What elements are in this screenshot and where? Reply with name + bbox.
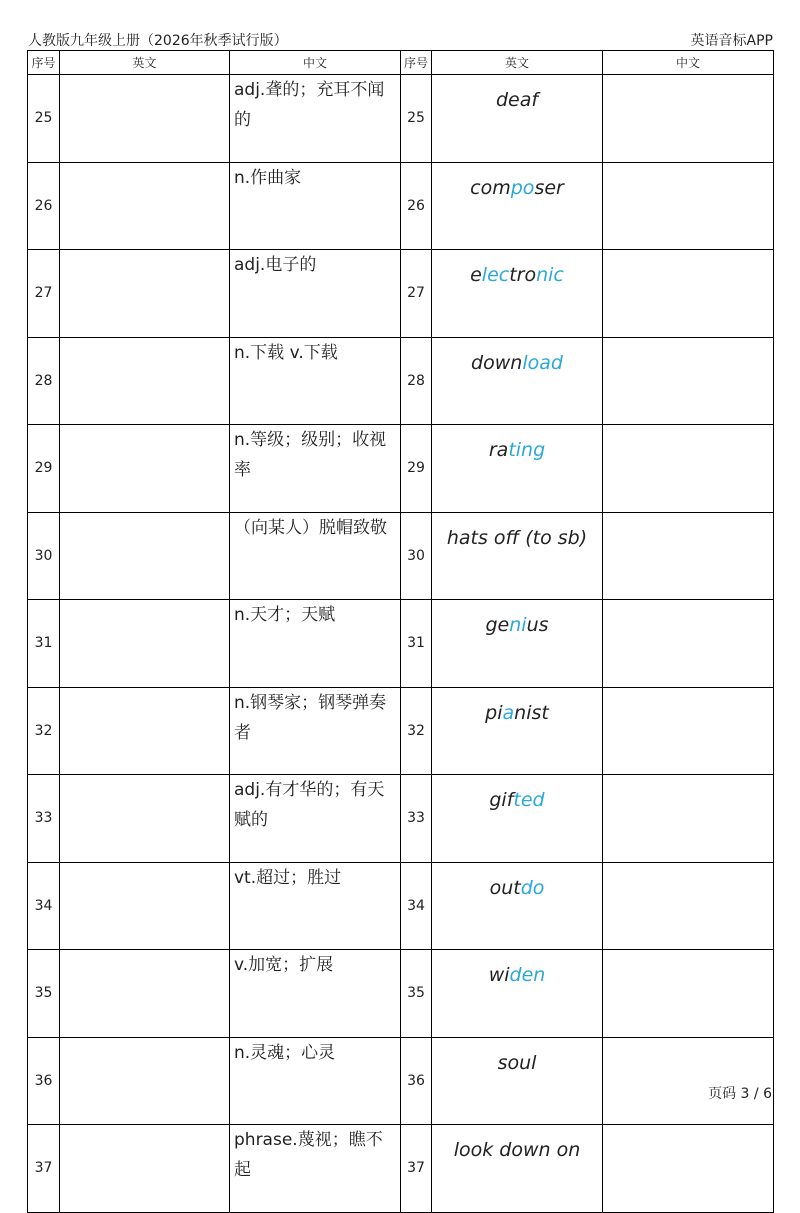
english-blank-cell (60, 950, 230, 1038)
col-header-index: 序号 (28, 51, 60, 75)
syllable-highlighted: ting (508, 439, 546, 461)
row-index-left: 30 (28, 512, 60, 600)
english-word (432, 250, 603, 338)
row-index-right: 27 (401, 250, 432, 338)
syllable: tro (509, 264, 537, 286)
row-index-right: 37 (401, 1125, 432, 1213)
english-blank-cell (60, 425, 230, 513)
english-blank-cell (60, 862, 230, 950)
app-name: 英语音标APP (690, 33, 773, 49)
table-row (28, 75, 774, 163)
table-row (28, 337, 774, 425)
table-row (28, 162, 774, 250)
row-index-right: 35 (401, 950, 432, 1038)
chinese-meaning: adj.电子的 (230, 250, 401, 338)
syllable: us (526, 614, 549, 636)
english-word (432, 687, 603, 775)
table-row (28, 425, 774, 513)
english-blank-cell (60, 75, 230, 163)
syllable-highlighted: po (510, 176, 535, 199)
english-word (432, 862, 603, 950)
english-word (432, 337, 603, 425)
table-row (28, 600, 774, 688)
english-blank-cell (60, 250, 230, 338)
syllable: down (471, 351, 523, 374)
table-row (28, 1037, 774, 1125)
row-index-right: 33 (401, 775, 432, 863)
english-blank-cell (60, 1125, 230, 1213)
table-row (28, 775, 774, 863)
english-blank-cell (60, 1037, 230, 1125)
chinese-blank-cell (603, 950, 774, 1038)
syllable: ser (534, 176, 564, 199)
row-index-right: 26 (401, 162, 432, 250)
row-index-right: 25 (401, 75, 432, 163)
chinese-blank-cell (603, 600, 774, 688)
table-row (28, 1125, 774, 1213)
english-word (432, 950, 603, 1038)
row-index-left: 37 (28, 1125, 60, 1213)
syllable: look down on (453, 1139, 581, 1161)
syllable: ra (488, 439, 509, 461)
syllable-highlighted: load (522, 351, 563, 374)
english-blank-cell (60, 512, 230, 600)
col-header-index: 序号 (401, 51, 432, 75)
syllable: nist (514, 701, 549, 724)
table-row (28, 862, 774, 950)
row-index-left: 31 (28, 600, 60, 688)
row-index-right: 34 (401, 862, 432, 950)
chinese-blank-cell (603, 1037, 774, 1125)
document-title: 人教版九年级上册（2026年秋季试行版） (28, 33, 288, 49)
chinese-meaning: adj.有才华的；有天赋的 (230, 775, 401, 863)
syllable: soul (497, 1051, 537, 1074)
english-word (432, 512, 603, 600)
chinese-blank-cell (603, 425, 774, 513)
chinese-meaning: n.等级；级别；收视率 (230, 425, 401, 513)
chinese-meaning: （向某人）脱帽致敬 (230, 512, 401, 600)
chinese-meaning: n.下载 v.下载 (230, 337, 401, 425)
syllable-highlighted: do (520, 876, 545, 899)
syllable-highlighted: lec (481, 264, 510, 286)
col-header-english: 英文 (60, 51, 230, 75)
syllable: e (470, 264, 482, 286)
chinese-blank-cell (603, 162, 774, 250)
chinese-meaning: vt.超过；胜过 (230, 862, 401, 950)
chinese-meaning: v.加宽；扩展 (230, 950, 401, 1038)
row-index-right: 36 (401, 1037, 432, 1125)
row-index-left: 28 (28, 337, 60, 425)
english-blank-cell (60, 775, 230, 863)
table-row (28, 250, 774, 338)
row-index-left: 32 (28, 687, 60, 775)
syllable-highlighted: ni (509, 614, 527, 636)
col-header-chinese: 中文 (603, 51, 774, 75)
row-index-right: 30 (401, 512, 432, 600)
chinese-blank-cell (603, 337, 774, 425)
col-header-chinese: 中文 (230, 51, 401, 75)
syllable-highlighted: ted (513, 789, 545, 811)
chinese-blank-cell (603, 250, 774, 338)
vocabulary-table (27, 50, 774, 1213)
english-blank-cell (60, 687, 230, 775)
row-index-right: 28 (401, 337, 432, 425)
syllable: wi (488, 964, 510, 986)
syllable: deaf (495, 89, 539, 111)
syllable-highlighted: a (502, 701, 515, 724)
table-row (28, 950, 774, 1038)
chinese-blank-cell (603, 512, 774, 600)
row-index-left: 29 (28, 425, 60, 513)
english-blank-cell (60, 600, 230, 688)
chinese-meaning: adj.聋的；充耳不闻的 (230, 75, 401, 163)
english-word (432, 75, 603, 163)
syllable: gif (489, 789, 514, 811)
chinese-meaning: n.天才；天赋 (230, 600, 401, 688)
english-blank-cell (60, 162, 230, 250)
row-index-left: 27 (28, 250, 60, 338)
table-header-row (28, 51, 774, 75)
syllable: pi (485, 701, 503, 724)
row-index-left: 33 (28, 775, 60, 863)
syllable-highlighted: den (509, 964, 546, 986)
table-row (28, 512, 774, 600)
row-index-left: 36 (28, 1037, 60, 1125)
row-index-left: 26 (28, 162, 60, 250)
english-word (432, 425, 603, 513)
row-index-left: 25 (28, 75, 60, 163)
english-blank-cell (60, 337, 230, 425)
chinese-blank-cell (603, 1125, 774, 1213)
syllable-highlighted: nic (536, 264, 564, 286)
row-index-left: 34 (28, 862, 60, 950)
page-header (28, 30, 773, 50)
page-number: 页码 3 / 6 (708, 1086, 772, 1102)
row-index-left: 35 (28, 950, 60, 1038)
english-word (432, 1125, 603, 1213)
syllable: hats off (to sb) (446, 526, 588, 549)
chinese-blank-cell (603, 862, 774, 950)
chinese-blank-cell (603, 687, 774, 775)
chinese-meaning: n.作曲家 (230, 162, 401, 250)
row-index-right: 32 (401, 687, 432, 775)
chinese-blank-cell (603, 75, 774, 163)
english-word (432, 162, 603, 250)
syllable: com (470, 176, 511, 199)
chinese-meaning: n.钢琴家；钢琴弹奏者 (230, 687, 401, 775)
col-header-english: 英文 (432, 51, 603, 75)
row-index-right: 31 (401, 600, 432, 688)
row-index-right: 29 (401, 425, 432, 513)
chinese-blank-cell (603, 775, 774, 863)
english-word (432, 1037, 603, 1125)
english-word (432, 775, 603, 863)
chinese-meaning: phrase.蔑视；瞧不起 (230, 1125, 401, 1213)
chinese-meaning: n.灵魂；心灵 (230, 1037, 401, 1125)
syllable: out (489, 876, 521, 899)
english-word (432, 600, 603, 688)
syllable: ge (485, 614, 510, 636)
table-row (28, 687, 774, 775)
